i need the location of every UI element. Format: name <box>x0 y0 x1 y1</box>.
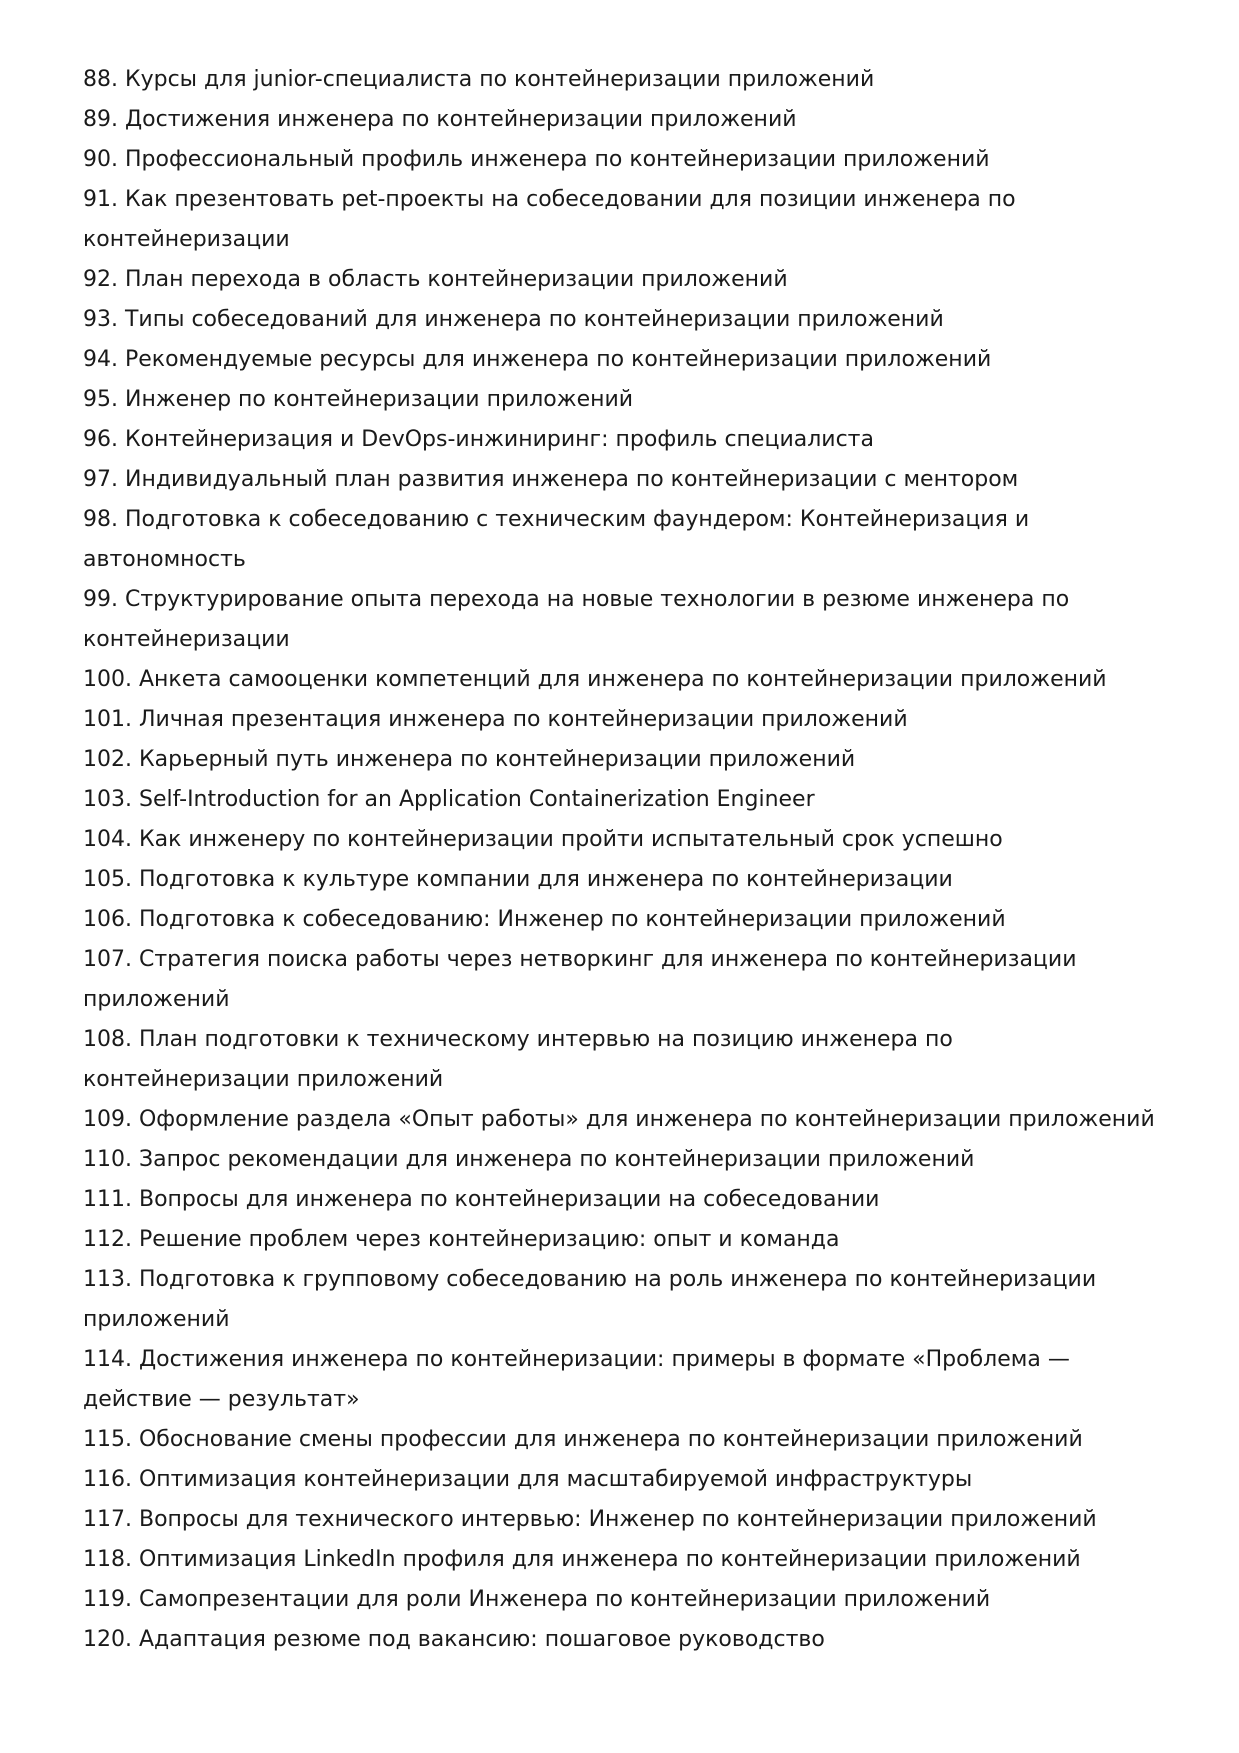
list-item: 99. Структурирование опыта перехода на новые технологии в резюме инженера по контейнеризации <box>83 587 1070 652</box>
list-item: 116. Оптимизация контейнеризации для масштабируемой инфраструктуры <box>83 1467 973 1492</box>
list-item: 118. Оптимизация LinkedIn профиля для инженера по контейнеризации приложений <box>83 1547 1081 1572</box>
list-item: 106. Подготовка к собеседованию: Инженер по контейнеризации приложений <box>83 907 1006 932</box>
list-item: 107. Стратегия поиска работы через нетворкинг для инженера по контейнеризации приложений <box>83 947 1077 1012</box>
list-item: 94. Рекомендуемые ресурсы для инженера по контейнеризации приложений <box>83 347 992 372</box>
document-list <box>83 60 1163 1660</box>
list-item: 111. Вопросы для инженера по контейнеризации на собеседовании <box>83 1187 880 1212</box>
list-item: 120. Адаптация резюме под вакансию: пошаговое руководство <box>83 1627 825 1652</box>
list-item: 112. Решение проблем через контейнеризацию: опыт и команда <box>83 1227 840 1252</box>
list-item: 105. Подготовка к культуре компании для инженера по контейнеризации <box>83 867 953 892</box>
list-item: 103. Self-Introduction for an Application Containerization Engineer <box>83 787 815 812</box>
list-item: 115. Обоснование смены профессии для инженера по контейнеризации приложений <box>83 1427 1083 1452</box>
list-item: 100. Анкета самооценки компетенций для инженера по контейнеризации приложений <box>83 667 1107 692</box>
list-item: 98. Подготовка к собеседованию с техническим фаундером: Контейнеризация и автономность <box>83 507 1030 572</box>
list-item: 97. Индивидуальный план развития инженера по контейнеризации с ментором <box>83 467 1019 492</box>
list-item: 90. Профессиональный профиль инженера по контейнеризации приложений <box>83 147 990 172</box>
list-item: 89. Достижения инженера по контейнеризации приложений <box>83 107 797 132</box>
list-item: 92. План перехода в область контейнеризации приложений <box>83 267 788 292</box>
list-item: 93. Типы собеседований для инженера по контейнеризации приложений <box>83 307 944 332</box>
list-item: 117. Вопросы для технического интервью: Инженер по контейнеризации приложений <box>83 1507 1097 1532</box>
list-item: 88. Курсы для junior-специалиста по контейнеризации приложений <box>83 67 875 92</box>
list-item: 119. Самопрезентации для роли Инженера по контейнеризации приложений <box>83 1587 991 1612</box>
list-item: 102. Карьерный путь инженера по контейнеризации приложений <box>83 747 856 772</box>
list-item: 96. Контейнеризация и DevOps-инжиниринг: профиль специалиста <box>83 427 874 452</box>
list-item: 109. Оформление раздела «Опыт работы» для инженера по контейнеризации приложений <box>83 1107 1155 1132</box>
list-item: 110. Запрос рекомендации для инженера по контейнеризации приложений <box>83 1147 975 1172</box>
list-item: 114. Достижения инженера по контейнеризации: примеры в формате «Проблема — действие — результат» <box>83 1347 1070 1412</box>
list-item: 113. Подготовка к групповому собеседованию на роль инженера по контейнеризации приложений <box>83 1267 1097 1332</box>
list-item: 101. Личная презентация инженера по контейнеризации приложений <box>83 707 908 732</box>
list-item: 91. Как презентовать pet-проекты на собеседовании для позиции инженера по контейнеризации <box>83 187 1016 252</box>
list-item: 108. План подготовки к техническому интервью на позицию инженера по контейнеризации приложений <box>83 1027 953 1092</box>
list-item: 95. Инженер по контейнеризации приложений <box>83 387 634 412</box>
list-item: 104. Как инженеру по контейнеризации пройти испытательный срок успешно <box>83 827 1003 852</box>
